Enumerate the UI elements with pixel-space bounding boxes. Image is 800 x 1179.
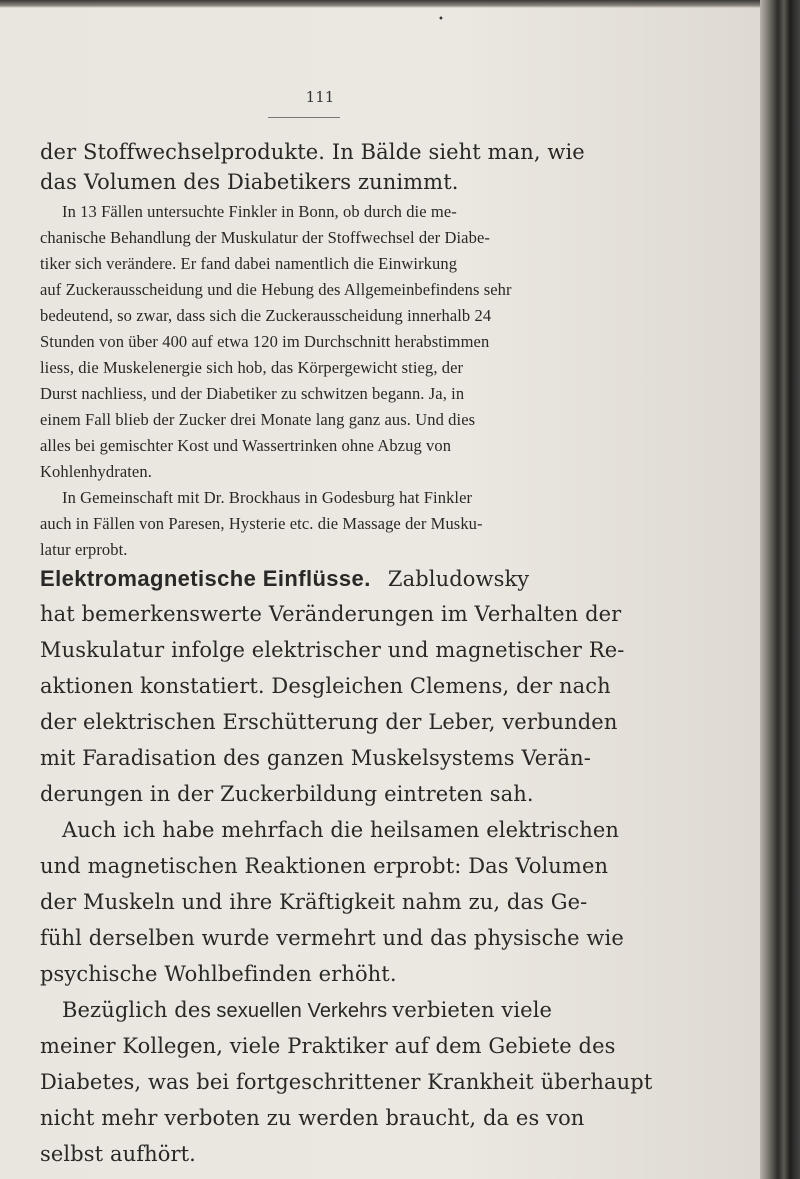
text-line: das Volumen des Diabetikers zunimmt. — [40, 170, 459, 194]
text-line: der elektrischen Erschütterung der Leber, verbunden — [40, 710, 618, 734]
text-line: der Stoffwechselprodukte. In Bälde sieht man, wie — [40, 140, 585, 164]
text-line: derungen in der Zuckerbildung eintreten sah. — [40, 782, 534, 806]
text-line: auch in Fällen von Paresen, Hysterie etc. die Massage der Musku- — [40, 514, 483, 533]
text-line: psychische Wohlbefinden erhöht. — [40, 962, 397, 986]
text-line: liess, die Muskelenergie sich hob, das Körpergewicht stieg, der — [40, 358, 464, 377]
text-line: aktionen konstatiert. Desgleichen Clemens, der nach — [40, 674, 611, 698]
text-line: selbst aufhört. — [40, 1142, 196, 1166]
section-heading-line — [40, 566, 529, 592]
text-line: Durst nachliess, und der Diabetiker zu schwitzen begann. Ja, in — [40, 384, 465, 403]
text-line: meiner Kollegen, viele Praktiker auf dem Gebiete des — [40, 1034, 616, 1058]
text-span: verbieten viele — [392, 998, 553, 1022]
page-number-rule — [268, 117, 340, 118]
text-line: hat bemerkenswerte Veränderungen im Verhalten der — [40, 602, 622, 626]
text-line: Muskulatur infolge elektrischer und magnetischer Re- — [40, 638, 625, 662]
text-line: nicht mehr verboten zu werden braucht, da es von — [40, 1106, 585, 1130]
text-line — [62, 998, 552, 1023]
book-spine-edge — [760, 0, 800, 1179]
text-line: chanische Behandlung der Muskulatur der Stoffwechsel der Diabe- — [40, 228, 490, 247]
text-line: Kohlenhydraten. — [40, 462, 152, 481]
text-line: Auch ich habe mehrfach die heilsamen elektrischen — [62, 818, 619, 842]
text-line: und magnetischen Reaktionen erprobt: Das Volumen — [40, 854, 609, 878]
text-span: Bezüglich des — [62, 998, 212, 1022]
top-edge-shadow — [0, 0, 760, 8]
text-line: latur erprobt. — [40, 540, 128, 559]
text-line: fühl derselben wurde vermehrt und das physische wie — [40, 926, 624, 950]
page-number: 111 — [305, 88, 335, 106]
text-line: bedeutend, so zwar, dass sich die Zuckerausscheidung innerhalb 24 — [40, 306, 492, 325]
text-line: tiker sich verändere. Er fand dabei namentlich die Einwirkung — [40, 254, 458, 273]
text-line: auf Zuckerausscheidung und die Hebung des Allgemeinbefindens sehr — [40, 280, 512, 299]
text-span: Zabludowsky — [387, 567, 530, 591]
section-heading: Elektromagnetische Einflüsse. — [40, 566, 371, 591]
text-line: mit Faradisation des ganzen Muskelsystems Verän- — [40, 746, 591, 770]
text-line: In Gemeinschaft mit Dr. Brockhaus in Godesburg hat Finkler — [62, 488, 473, 507]
text-line: einem Fall blieb der Zucker drei Monate lang ganz aus. Und dies — [40, 410, 476, 429]
text-line: der Muskeln und ihre Kräftigkeit nahm zu, das Ge- — [40, 890, 588, 914]
speck-mark: • — [438, 14, 444, 25]
text-line: alles bei gemischter Kost und Wassertrinken ohne Abzug von — [40, 436, 452, 455]
emphasis-span: sexuellen Verkehrs — [216, 1000, 388, 1022]
text-line: Diabetes, was bei fortgeschrittener Krankheit überhaupt — [40, 1070, 653, 1094]
text-line: In 13 Fällen untersuchte Finkler in Bonn, ob durch die me- — [62, 202, 457, 221]
text-line: Stunden von über 400 auf etwa 120 im Durchschnitt herabstimmen — [40, 332, 490, 351]
